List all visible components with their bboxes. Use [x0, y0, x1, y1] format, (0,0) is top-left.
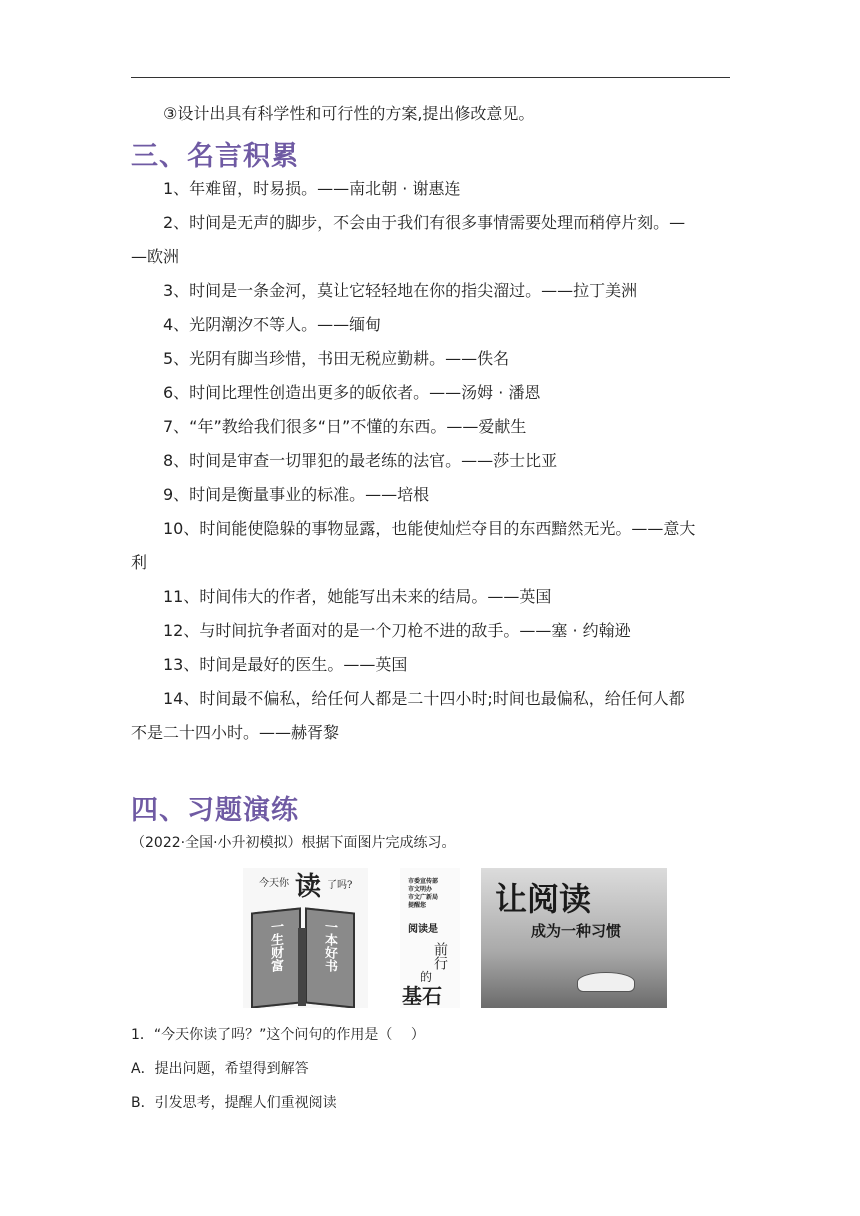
quote-item: 13、时间是最好的医生。——英国: [163, 655, 408, 674]
quote-item: 2、时间是无声的脚步，不会由于我们有很多事情需要处理而稍停片刻。—: [163, 213, 686, 232]
section-3-heading: 三、名言积累: [131, 141, 299, 172]
quote-item-continued: 不是二十四小时。——赫胥黎: [131, 723, 340, 742]
poster1-big-char: 读: [295, 872, 322, 902]
open-book-icon: [577, 972, 635, 992]
quote-item: 1、年难留，时易损。——南北朝 · 谢惠连: [163, 179, 461, 198]
poster1-top-text-a: 今天你: [259, 878, 289, 889]
book-right-text: 一本好书: [322, 919, 337, 973]
poster-reading-habit-image: [481, 868, 667, 1008]
poster-read-today-image: [243, 868, 368, 1008]
poster2-org-line: 市委宣传部: [408, 878, 439, 885]
quote-item: 10、时间能使隐躲的事物显露，也能使灿烂夺目的东西黯然无光。——意大: [163, 519, 696, 538]
quote-item: 12、与时间抗争者面对的是一个刀枪不进的敌手。——塞 · 约翰逊: [163, 621, 631, 640]
quote-item: 8、时间是审查一切罪犯的最老练的法官。——莎士比亚: [163, 451, 558, 470]
quote-item: 4、光阴潮汐不等人。——缅甸: [163, 315, 382, 334]
book-left-text: 一生财富: [268, 919, 283, 973]
book-spine: [298, 928, 306, 1006]
quote-item: 11、时间伟大的作者，她能写出未来的结局。——英国: [163, 587, 552, 606]
poster2-org-line: 提醒您: [408, 902, 427, 909]
quote-item: 9、时间是衡量事业的标准。——培根: [163, 485, 430, 504]
source-line: （2022·全国·小升初模拟）根据下面图片完成练习。: [131, 835, 456, 851]
poster3-line2: 成为一种习惯: [531, 922, 622, 940]
poster2-slogan-b: 前行: [432, 942, 448, 970]
option-b: B．引发思考，提醒人们重视阅读: [131, 1095, 337, 1111]
quote-item: 5、光阴有脚当珍惜，书田无税应勤耕。——佚名: [163, 349, 510, 368]
poster2-org-line: 市文明办: [408, 886, 433, 893]
poster-reading-foundation-image: [400, 868, 460, 1008]
header-rule: [131, 77, 730, 78]
poster2-slogan-c: 基石: [402, 984, 442, 1008]
quote-item: 7、“年”教给我们很多“日”不懂的东西。——爱献生: [163, 417, 527, 436]
poster2-slogan-d: 的: [420, 970, 433, 984]
quote-item-continued: —欧洲: [131, 247, 180, 266]
poster3-line1: 让阅读: [495, 880, 592, 918]
book-left-page: [251, 907, 301, 1008]
question-1: 1．“今天你读了吗？”这个问句的作用是（ ）: [131, 1027, 425, 1043]
option-a: A．提出问题，希望得到解答: [131, 1061, 309, 1077]
poster2-org-line: 市文广新局: [408, 894, 439, 901]
poster2-slogan-a: 阅读是: [408, 924, 438, 935]
quote-item-continued: 利: [131, 553, 148, 572]
quote-item: 6、时间比理性创造出更多的皈依者。——汤姆 · 潘恩: [163, 383, 541, 402]
book-right-page: [305, 907, 355, 1008]
section-4-heading: 四、习题演练: [131, 795, 299, 826]
quote-item: 3、时间是一条金河，莫让它轻轻地在你的指尖溜过。——拉丁美洲: [163, 281, 638, 300]
intro-line: ③设计出具有科学性和可行性的方案,提出修改意见。: [163, 104, 535, 123]
poster1-top-text-b: 了吗?: [327, 880, 353, 891]
quote-item: 14、时间最不偏私，给任何人都是二十四小时;时间也最偏私，给任何人都: [163, 689, 685, 708]
poster2-org-list: [408, 878, 438, 910]
